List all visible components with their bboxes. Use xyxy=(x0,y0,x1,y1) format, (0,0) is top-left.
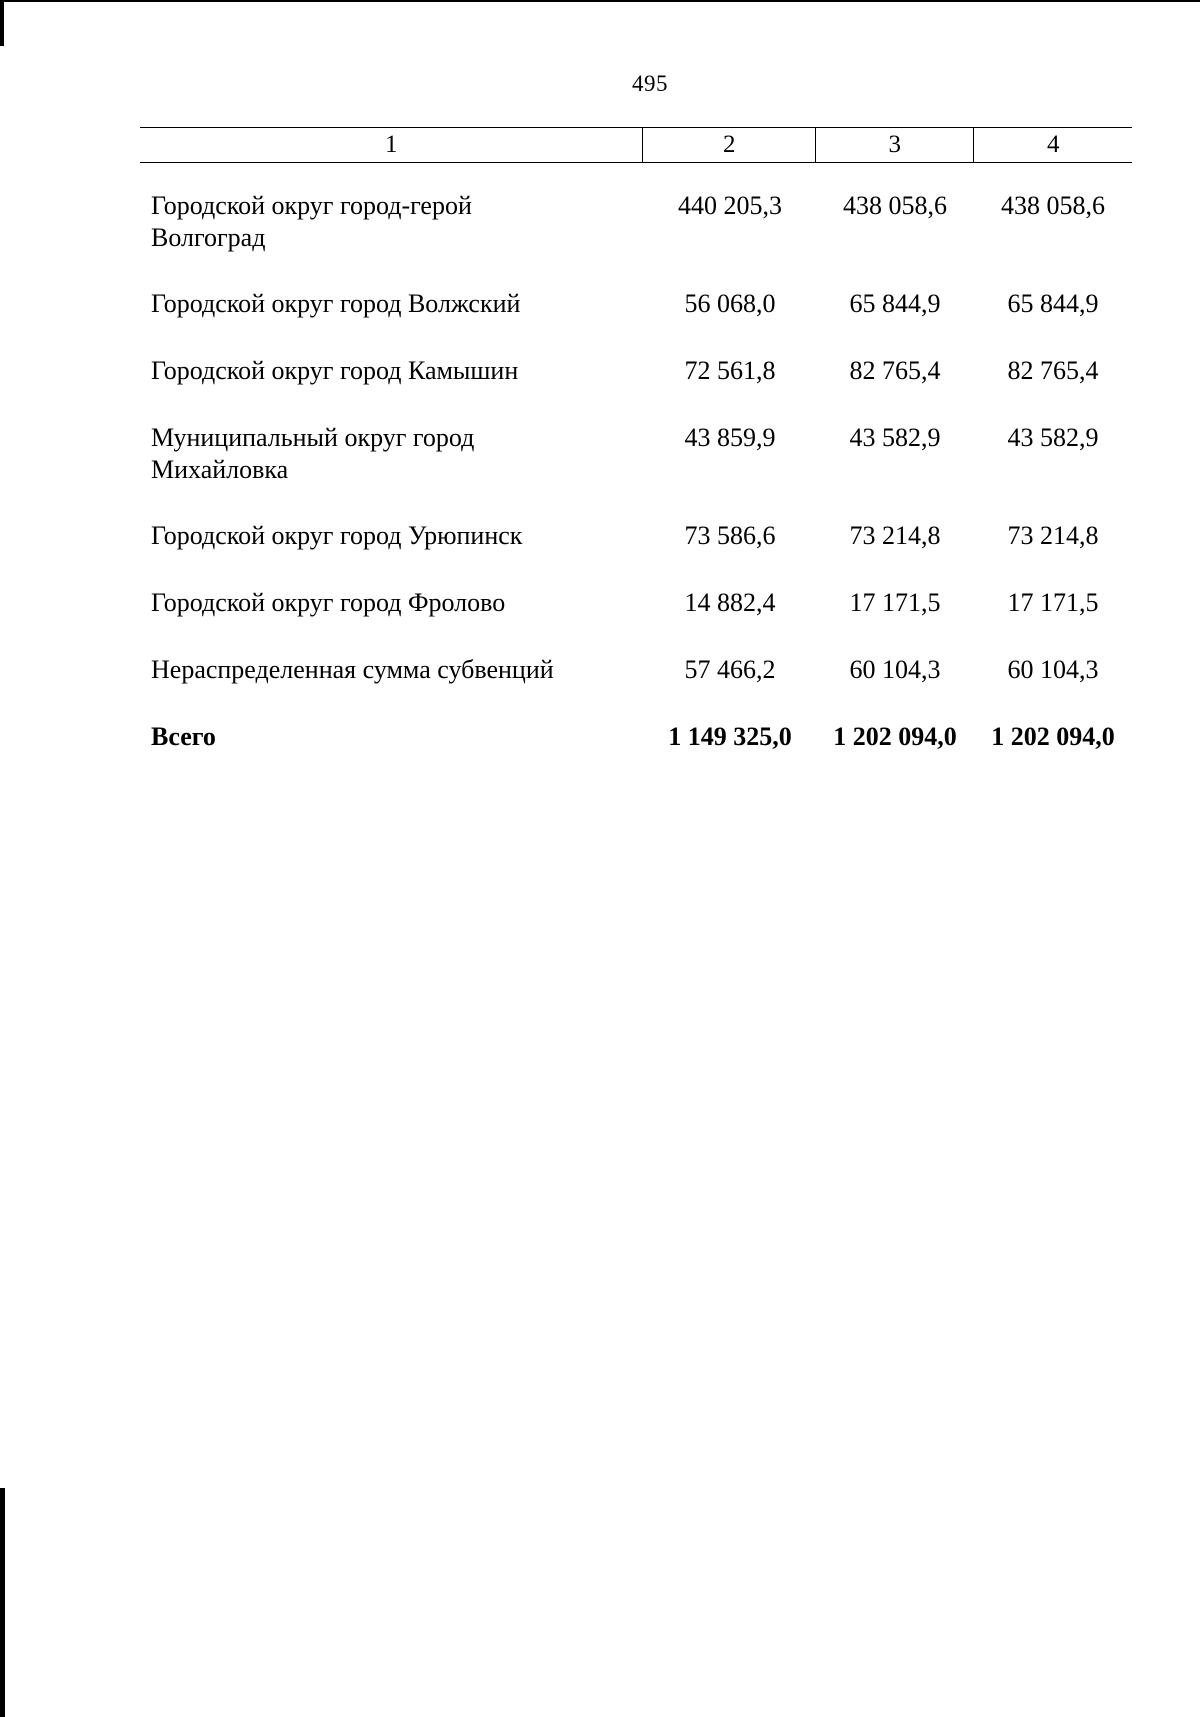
row-value-col-2: 1 149 325,0 xyxy=(668,722,792,751)
row-name-line: Муниципальный округ город xyxy=(151,423,475,452)
row-value-col-3: 1 202 094,0 xyxy=(833,722,957,751)
row-name xyxy=(140,422,644,486)
scan-edge-left-bottom xyxy=(0,1488,5,1717)
row-name-line: Городской округ город Камышин xyxy=(151,356,519,385)
row-value-col-2: 72 561,8 xyxy=(684,356,776,385)
row-value-col-2: 440 205,3 xyxy=(678,191,782,220)
table-row xyxy=(140,587,1132,619)
row-value-col-4: 60 104,3 xyxy=(1007,655,1099,684)
table-body xyxy=(140,190,1132,788)
row-value-col-2: 14 882,4 xyxy=(684,588,776,617)
row-value-col-2: 73 586,6 xyxy=(684,521,776,550)
row-name-line: Всего xyxy=(151,722,216,751)
row-value-col-3: 17 171,5 xyxy=(849,588,941,617)
row-name xyxy=(140,654,644,686)
row-value-col-2: 43 859,9 xyxy=(684,423,776,452)
row-name-line: Городской округ город Фролово xyxy=(151,588,506,617)
row-value-col-3: 438 058,6 xyxy=(843,191,947,220)
row-value-col-4: 65 844,9 xyxy=(1007,289,1099,318)
scan-edge-left-top xyxy=(0,0,4,46)
header-col-1: 1 xyxy=(384,131,398,158)
row-name-line: Нераспределенная сумма субвенций xyxy=(151,655,554,684)
header-col-3: 3 xyxy=(815,128,974,162)
row-name xyxy=(140,288,644,320)
row-value-col-4: 438 058,6 xyxy=(1001,191,1105,220)
row-name xyxy=(140,721,644,753)
row-name xyxy=(140,355,644,387)
table-row-total xyxy=(140,721,1132,753)
header-col-4: 4 xyxy=(973,128,1132,162)
row-value-col-4: 1 202 094,0 xyxy=(991,722,1115,751)
header-col-2: 2 xyxy=(642,128,814,162)
row-name xyxy=(140,587,644,619)
row-name-line: Городской округ город-герой xyxy=(151,191,472,220)
row-value-col-3: 65 844,9 xyxy=(849,289,941,318)
row-value-col-4: 73 214,8 xyxy=(1007,521,1099,550)
row-value-col-3: 60 104,3 xyxy=(849,655,941,684)
row-value-col-3: 82 765,4 xyxy=(849,356,941,385)
row-name-line: Городской округ город Урюпинск xyxy=(151,521,523,550)
row-name xyxy=(140,190,644,254)
row-value-col-4: 43 582,9 xyxy=(1007,423,1099,452)
table-row xyxy=(140,288,1132,320)
row-value-col-4: 82 765,4 xyxy=(1007,356,1099,385)
table-row xyxy=(140,654,1132,686)
table-row xyxy=(140,355,1132,387)
table-header xyxy=(140,127,1132,163)
table-row xyxy=(140,190,1132,254)
row-value-col-3: 43 582,9 xyxy=(849,423,941,452)
row-name-line: Михайловка xyxy=(151,455,289,484)
row-value-col-2: 56 068,0 xyxy=(684,289,776,318)
row-name-line: Городской округ город Волжский xyxy=(151,289,521,318)
scan-edge-top xyxy=(0,0,1200,2)
table-row xyxy=(140,422,1132,486)
row-name xyxy=(140,520,644,552)
table-row xyxy=(140,520,1132,552)
row-name-line: Волгоград xyxy=(151,223,266,252)
row-value-col-2: 57 466,2 xyxy=(684,655,776,684)
row-value-col-3: 73 214,8 xyxy=(849,521,941,550)
page-number: 495 xyxy=(632,71,668,96)
row-value-col-4: 17 171,5 xyxy=(1007,588,1099,617)
